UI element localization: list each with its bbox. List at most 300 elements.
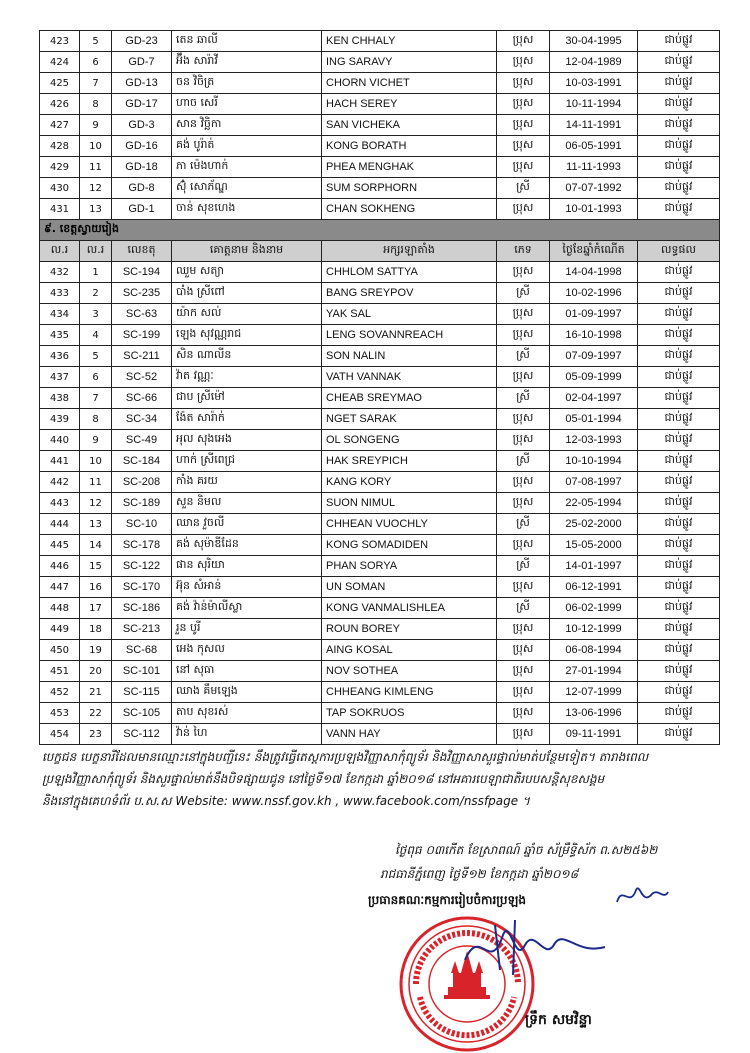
table-row [40,388,720,409]
cell-lat: CHORN VICHET [322,73,497,94]
notice-paragraph [42,746,712,812]
cell-dob: 02-04-1997 [550,388,638,409]
cell-dob: 06-05-1991 [550,136,638,157]
cell-kh: ឈួម សត្យា [172,262,322,283]
cell-lat: UN SOMAN [322,577,497,598]
cell-res: ជាប់ផ្លូវ [638,409,720,430]
table-row [40,346,720,367]
cell-res: ជាប់ផ្លូវ [638,157,720,178]
results-table [39,30,720,745]
cell-kh: ឈាង គឹមឡេង [172,682,322,703]
cell-code: SC-235 [112,283,172,304]
cell-code: SC-213 [112,619,172,640]
table-row [40,94,720,115]
cell-dob: 27-01-1994 [550,661,638,682]
cell-lat: KANG KORY [322,472,497,493]
cell-dob: 22-05-1994 [550,493,638,514]
header-cell: អក្សរឡាតាំង [322,241,497,262]
cell-sub: 5 [80,31,112,52]
cell-no: 452 [40,682,80,703]
cell-kh: ង៉ែត សារ៉ាក់ [172,409,322,430]
cell-lat: AING KOSAL [322,640,497,661]
table-row [40,199,720,220]
table-row [40,619,720,640]
cell-kh: ឈាន វួចលី [172,514,322,535]
cell-dob: 01-09-1997 [550,304,638,325]
cell-sub: 11 [80,157,112,178]
cell-res: ជាប់ផ្លូវ [638,136,720,157]
cell-res: ជាប់ផ្លូវ [638,94,720,115]
table-row [40,31,720,52]
cell-kh: យ៉ាក សល់ [172,304,322,325]
cell-no: 447 [40,577,80,598]
cell-dob: 07-07-1992 [550,178,638,199]
cell-sex: ស្រី [497,283,550,304]
cell-code: SC-178 [112,535,172,556]
group1-rows [40,31,720,220]
cell-lat: VATH VANNAK [322,367,497,388]
cell-res: ជាប់ផ្លូវ [638,556,720,577]
header-cell: គោត្តនាម និងនាម [172,241,322,262]
cell-no: 448 [40,598,80,619]
table-row [40,115,720,136]
cell-kh: សិន ណាលីន [172,346,322,367]
cell-res: ជាប់ផ្លូវ [638,451,720,472]
cell-code: GD-13 [112,73,172,94]
cell-res: ជាប់ផ្លូវ [638,682,720,703]
cell-sub: 11 [80,472,112,493]
cell-code: SC-170 [112,577,172,598]
cell-dob: 10-03-1991 [550,73,638,94]
header-cell: ភេទ [497,241,550,262]
cell-sex: ប្រុស [497,52,550,73]
cell-sex: ប្រុស [497,262,550,283]
table-row [40,472,720,493]
chair-title: ប្រធានគណៈកម្មការរៀបចំការប្រឡង [368,893,526,907]
cell-res: ជាប់ផ្លូវ [638,115,720,136]
cell-dob: 07-08-1997 [550,472,638,493]
cell-kh: តេន ឆាលី [172,31,322,52]
cell-sex: ប្រុស [497,640,550,661]
cell-sex: ប្រុស [497,724,550,745]
cell-sub: 18 [80,619,112,640]
cell-kh: សួន និមល [172,493,322,514]
table-row [40,535,720,556]
cell-dob: 10-11-1994 [550,94,638,115]
notice-line: បេក្ខជន បេក្ខនារីដែលមានឈ្មោះនៅក្នុងបញ្ជីនេះ នឹងត្រូវធ្វើតេស្តការប្រឡងវិញ្ញាសាកុំព្យូទ័រ និងវិញ្ញាសាសួរផ្ទាល់មាត់បន្ថែមទៀត។ តារាងពេល [42,750,649,764]
cell-res: ជាប់ផ្លូវ [638,325,720,346]
table-row [40,136,720,157]
cell-dob: 14-11-1991 [550,115,638,136]
cell-dob: 10-02-1996 [550,283,638,304]
cell-res: ជាប់ផ្លូវ [638,514,720,535]
cell-code: SC-66 [112,388,172,409]
cell-sex: ប្រុស [497,199,550,220]
cell-no: 437 [40,367,80,388]
cell-sex: ប្រុស [497,367,550,388]
cell-sub: 2 [80,283,112,304]
cell-kh: ភា ម៉េងហាក់ [172,157,322,178]
table-row [40,724,720,745]
cell-dob: 09-11-1991 [550,724,638,745]
cell-code: SC-186 [112,598,172,619]
cell-sex: ប្រុស [497,157,550,178]
cell-sub: 13 [80,514,112,535]
notice-line: ប្រឡងវិញ្ញាសាកុំព្យូទ័រ និងសួរផ្ទាល់មាត់នឹងបិទផ្សាយជូន នៅថ្ងៃទី១៧ ខែកក្កដា ឆ្នាំ២០១៨ នៅអគារបេឡាជាតិរបបសន្តិសុខសង្គម [42,772,605,786]
cell-no: 440 [40,430,80,451]
cell-lat: TAP SOKRUOS [322,703,497,724]
cell-lat: KONG VANMALISHLEA [322,598,497,619]
cell-res: ជាប់ផ្លូវ [638,598,720,619]
cell-code: SC-112 [112,724,172,745]
cell-dob: 14-01-1997 [550,556,638,577]
cell-sub: 10 [80,136,112,157]
cell-no: 431 [40,199,80,220]
cell-kh: វ៉ាត វណ្ណៈ [172,367,322,388]
cell-code: SC-52 [112,367,172,388]
table-row [40,325,720,346]
cell-sex: ប្រុស [497,304,550,325]
cell-sub: 20 [80,661,112,682]
table-row [40,157,720,178]
header-cell: ថ្ងៃខែឆ្នាំកំណើត [550,241,638,262]
cell-kh: តាប សុខរស់ [172,703,322,724]
cell-res: ជាប់ផ្លូវ [638,619,720,640]
cell-lat: SUON NIMUL [322,493,497,514]
header-cell: លទ្ធផល [638,241,720,262]
cell-lat: ROUN BOREY [322,619,497,640]
cell-sub: 6 [80,367,112,388]
cell-sex: ស្រី [497,514,550,535]
cell-sub: 13 [80,199,112,220]
cell-no: 441 [40,451,80,472]
table-row [40,598,720,619]
cell-res: ជាប់ផ្លូវ [638,178,720,199]
section-row [40,220,720,241]
cell-res: ជាប់ផ្លូវ [638,367,720,388]
cell-kh: ផាន សុរិយា [172,556,322,577]
cell-no: 449 [40,619,80,640]
table-row [40,52,720,73]
cell-dob: 05-01-1994 [550,409,638,430]
header-cell: ល.រ [80,241,112,262]
cell-no: 451 [40,661,80,682]
cell-code: SC-34 [112,409,172,430]
cell-no: 442 [40,472,80,493]
cell-res: ជាប់ផ្លូវ [638,640,720,661]
table-row [40,451,720,472]
cell-dob: 30-04-1995 [550,31,638,52]
table-row [40,640,720,661]
cell-lat: ING SARAVY [322,52,497,73]
cell-code: SC-101 [112,661,172,682]
table-row [40,682,720,703]
cell-dob: 25-02-2000 [550,514,638,535]
cell-lat: CHAN SOKHENG [322,199,497,220]
cell-res: ជាប់ផ្លូវ [638,472,720,493]
cell-no: 433 [40,283,80,304]
cell-sex: ស្រី [497,598,550,619]
cell-dob: 06-08-1994 [550,640,638,661]
cell-sub: 15 [80,556,112,577]
cell-no: 443 [40,493,80,514]
cell-kh: ចាន់ សុខហេង [172,199,322,220]
table-row [40,367,720,388]
cell-code: SC-194 [112,262,172,283]
cell-code: GD-8 [112,178,172,199]
cell-no: 425 [40,73,80,94]
cell-sub: 22 [80,703,112,724]
cell-dob: 12-03-1993 [550,430,638,451]
table-row [40,178,720,199]
cell-no: 445 [40,535,80,556]
cell-dob: 06-02-1999 [550,598,638,619]
cell-code: GD-3 [112,115,172,136]
cell-res: ជាប់ផ្លូវ [638,304,720,325]
cell-sub: 12 [80,178,112,199]
cell-sub: 8 [80,94,112,115]
cell-res: ជាប់ផ្លូវ [638,73,720,94]
cell-res: ជាប់ផ្លូវ [638,577,720,598]
cell-code: SC-122 [112,556,172,577]
cell-sub: 7 [80,73,112,94]
table-row [40,703,720,724]
cell-lat: CHHLOM SATTYA [322,262,497,283]
cell-res: ជាប់ផ្លូវ [638,31,720,52]
cell-lat: KEN CHHALY [322,31,497,52]
cell-kh: សាន វិច្ឆិកា [172,115,322,136]
header-row [40,241,720,262]
cell-lat: YAK SAL [322,304,497,325]
cell-dob: 07-09-1997 [550,346,638,367]
cell-no: 432 [40,262,80,283]
cell-no: 450 [40,640,80,661]
cell-no: 436 [40,346,80,367]
cell-code: SC-63 [112,304,172,325]
cell-lat: CHHEAN VUOCHLY [322,514,497,535]
cell-code: SC-49 [112,430,172,451]
header-cell: ល.រ [40,241,80,262]
cell-lat: OL SONGENG [322,430,497,451]
cell-code: SC-199 [112,325,172,346]
cell-sex: ប្រុស [497,94,550,115]
table-row [40,661,720,682]
cell-sex: ប្រុស [497,535,550,556]
cell-res: ជាប់ផ្លូវ [638,199,720,220]
cell-sub: 9 [80,430,112,451]
table-row [40,73,720,94]
cell-dob: 15-05-2000 [550,535,638,556]
table-row [40,514,720,535]
cell-lat: NOV SOTHEA [322,661,497,682]
cell-code: GD-16 [112,136,172,157]
cell-lat: CHEAB SREYMAO [322,388,497,409]
table-row [40,409,720,430]
cell-res: ជាប់ផ្លូវ [638,493,720,514]
cell-res: ជាប់ផ្លូវ [638,703,720,724]
cell-sex: ប្រុស [497,73,550,94]
cell-lat: PHEA MENGHAK [322,157,497,178]
cell-sex: ប្រុស [497,136,550,157]
cell-lat: KONG SOMADIDEN [322,535,497,556]
cell-res: ជាប់ផ្លូវ [638,52,720,73]
cell-sex: ប្រុស [497,31,550,52]
cell-lat: NGET SARAK [322,409,497,430]
table-row [40,304,720,325]
cell-lat: HAK SREYPICH [322,451,497,472]
cell-code: SC-208 [112,472,172,493]
header-cell: លេខតុ [112,241,172,262]
table-row [40,262,720,283]
cell-sex: ស្រី [497,178,550,199]
cell-sex: ប្រុស [497,493,550,514]
cell-dob: 13-06-1996 [550,703,638,724]
cell-sub: 6 [80,52,112,73]
cell-lat: SON NALIN [322,346,497,367]
cell-kh: អ៊ឹង សារ៉ាវី [172,52,322,73]
cell-no: 444 [40,514,80,535]
cell-dob: 16-10-1998 [550,325,638,346]
cell-res: ជាប់ផ្លូវ [638,388,720,409]
cell-res: ជាប់ផ្លូវ [638,724,720,745]
cell-sub: 16 [80,577,112,598]
cell-sub: 9 [80,115,112,136]
cell-kh: នៅ សុធា [172,661,322,682]
cell-lat: VANN HAY [322,724,497,745]
table-row [40,283,720,304]
cell-lat: LENG SOVANNREACH [322,325,497,346]
cell-code: SC-189 [112,493,172,514]
cell-sub: 3 [80,304,112,325]
cell-sub: 10 [80,451,112,472]
cell-code: GD-1 [112,199,172,220]
cell-no: 439 [40,409,80,430]
cell-lat: HACH SEREY [322,94,497,115]
cell-res: ជាប់ផ្លូវ [638,262,720,283]
cell-lat: SUM SORPHORN [322,178,497,199]
cell-sub: 1 [80,262,112,283]
cell-no: 428 [40,136,80,157]
cell-dob: 10-10-1994 [550,451,638,472]
solar-date: រាជធានីភ្នំពេញ ថ្ងៃទី១២ ខែកក្កដា ឆ្នាំ២០១៨ [380,867,579,881]
cell-kh: អ៊ុន សំអាន់ [172,577,322,598]
cell-kh: អេង កុសល [172,640,322,661]
cell-sex: ប្រុស [497,682,550,703]
cell-kh: កាំង គរយ [172,472,322,493]
cell-res: ជាប់ផ្លូវ [638,535,720,556]
table-row [40,430,720,451]
cell-sub: 8 [80,409,112,430]
cell-no: 434 [40,304,80,325]
cell-code: GD-17 [112,94,172,115]
cell-code: SC-105 [112,703,172,724]
cell-dob: 10-12-1999 [550,619,638,640]
initials-mark [612,880,672,910]
cell-kh: គង់ សុម៉ាឌីដែន [172,535,322,556]
lunar-date: ថ្ងៃពុធ ០៣កើត ខែស្រាពណ៍ ឆ្នាំច ស័ម្រឹទ្ធិស័ក ព.ស២៥៦២ [395,843,658,857]
cell-lat: SAN VICHEKA [322,115,497,136]
cell-sex: ប្រុស [497,472,550,493]
cell-sex: ស្រី [497,346,550,367]
cell-no: 430 [40,178,80,199]
cell-sex: ប្រុស [497,703,550,724]
cell-no: 438 [40,388,80,409]
cell-code: SC-68 [112,640,172,661]
cell-code: SC-211 [112,346,172,367]
cell-dob: 06-12-1991 [550,577,638,598]
cell-sex: ប្រុស [497,430,550,451]
cell-kh: អុល សុងអេង [172,430,322,451]
cell-lat: PHAN SORYA [322,556,497,577]
cell-code: SC-184 [112,451,172,472]
cell-sub: 19 [80,640,112,661]
cell-kh: គង់ វ៉ាន់ម៉ាលីស្លា [172,598,322,619]
cell-code: SC-115 [112,682,172,703]
cell-no: 446 [40,556,80,577]
cell-dob: 14-04-1998 [550,262,638,283]
cell-no: 429 [40,157,80,178]
cell-code: SC-10 [112,514,172,535]
cell-no: 426 [40,94,80,115]
cell-kh: គង់ បូរ៉ាត់ [172,136,322,157]
cell-sub: 7 [80,388,112,409]
signature [455,905,615,985]
cell-kh: បាំង ស្រីពៅ [172,283,322,304]
cell-kh: ហាក់ ស្រីពេជ្រ [172,451,322,472]
cell-sex: ប្រុស [497,661,550,682]
table-row [40,577,720,598]
cell-no: 454 [40,724,80,745]
cell-code: GD-18 [112,157,172,178]
cell-kh: ចន វិចិត្រ [172,73,322,94]
cell-sub: 17 [80,598,112,619]
table-row [40,556,720,577]
cell-no: 453 [40,703,80,724]
notice-line: និងនៅក្នុងគេហទំព័រ ប.ស.ស Website: www.nssf.gov.kh , www.facebook.com/nssfpage ។ [42,794,530,808]
cell-sex: ស្រី [497,556,550,577]
cell-sex: ប្រុស [497,577,550,598]
cell-sex: ប្រុស [497,325,550,346]
cell-sex: ប្រុស [497,409,550,430]
cell-res: ជាប់ផ្លូវ [638,346,720,367]
cell-dob: 11-11-1993 [550,157,638,178]
cell-res: ជាប់ផ្លូវ [638,283,720,304]
cell-lat: BANG SREYPOV [322,283,497,304]
cell-code: GD-23 [112,31,172,52]
cell-sex: ស្រី [497,388,550,409]
group2-rows [40,262,720,745]
cell-kh: រួន បូរី [172,619,322,640]
cell-no: 423 [40,31,80,52]
cell-sub: 12 [80,493,112,514]
cell-res: ជាប់ផ្លូវ [638,430,720,451]
cell-dob: 05-09-1999 [550,367,638,388]
cell-kh: វ៉ាន់ ហៃ [172,724,322,745]
cell-sex: ប្រុស [497,115,550,136]
signer-name: ទ្រឹក សមវិន្ទា [525,1012,592,1028]
cell-no: 427 [40,115,80,136]
cell-kh: ជាប ស្រីម៉ៅ [172,388,322,409]
cell-kh: ហាច សេរី [172,94,322,115]
cell-code: GD-7 [112,52,172,73]
cell-dob: 10-01-1993 [550,199,638,220]
cell-sub: 23 [80,724,112,745]
cell-sex: ស្រី [497,451,550,472]
cell-dob: 12-04-1989 [550,52,638,73]
cell-kh: ឡេង សុវណ្ណរាជ [172,325,322,346]
cell-sex: ប្រុស [497,619,550,640]
cell-sub: 5 [80,346,112,367]
